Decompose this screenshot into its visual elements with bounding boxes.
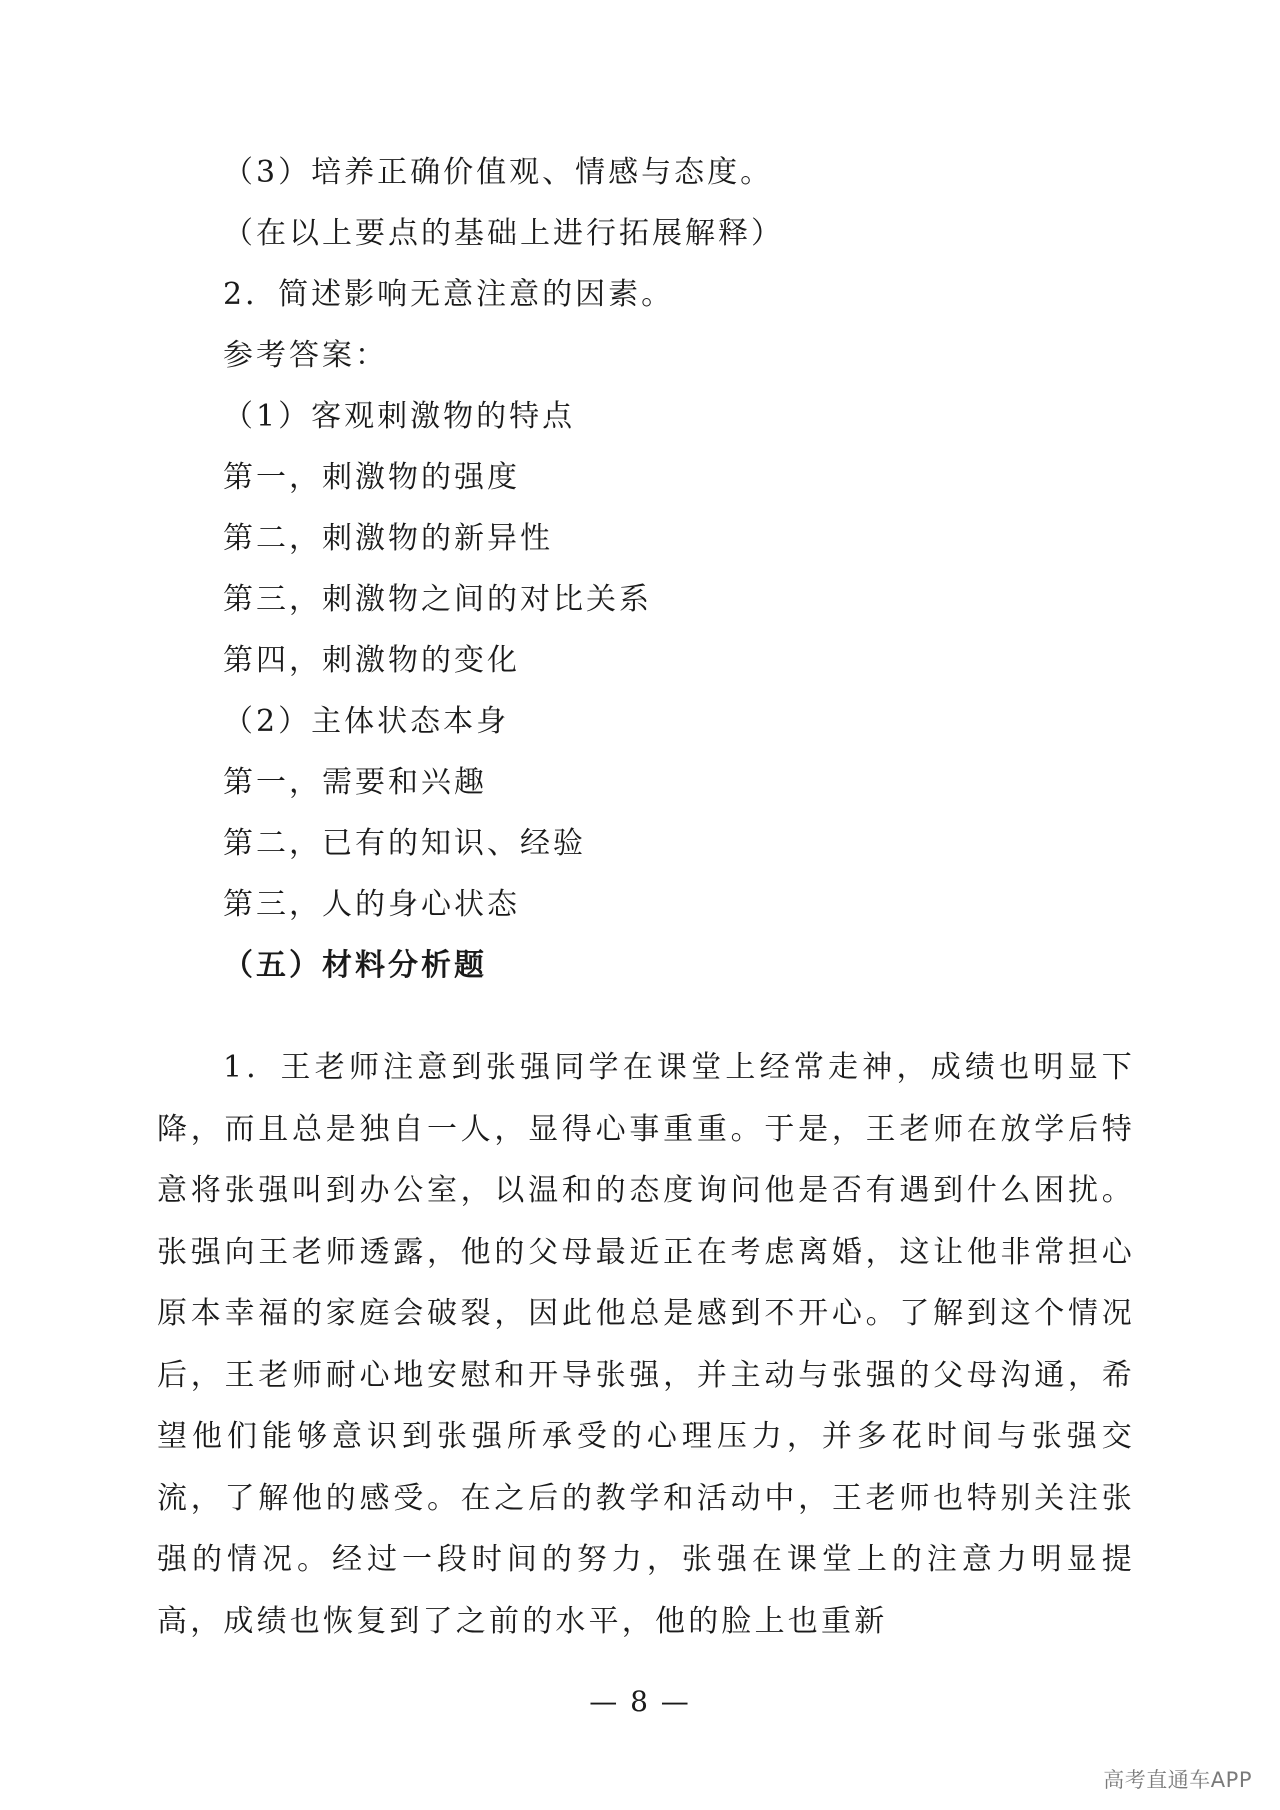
- factor-1-item-1: 第一，刺激物的强度: [223, 460, 520, 495]
- factor-heading-2: （2）主体状态本身: [223, 704, 510, 739]
- factor-heading-1: （1）客观刺激物的特点: [223, 399, 576, 434]
- question-2: 2．简述影响无意注意的因素。: [223, 277, 675, 312]
- expansion-note: （在以上要点的基础上进行拓展解释）: [223, 216, 784, 251]
- factor-1-item-4: 第四，刺激物的变化: [223, 643, 520, 678]
- watermark: 高考直通车APP: [1103, 1768, 1252, 1792]
- reference-answer-label: 参考答案：: [223, 338, 388, 373]
- factor-2-item-1: 第一，需要和兴趣: [223, 765, 487, 800]
- page-number: — 8 —: [589, 1685, 691, 1718]
- case-paragraph: 1．王老师注意到张强同学在课堂上经常走神，成绩也明显下降，而且总是独自一人，显得心事重重。于是，王老师在放学后特意将张强叫到办公室，以温和的态度询问他是否有遇到什么困扰。张强向王老师透露，他的父母最近正在考虑离婚，这让他非常担心原本幸福的家庭会破裂，因此他总是感到不开心。了解到这个情况后，王老师耐心地安慰和开导张强，并主动与张强的父母沟通，希望他们能够意识到张强所承受的心理压力，并多花时间与张强交流，了解他的感受。在之后的教学和活动中，王老师也特别关注张强的情况。经过一段时间的努力，张强在课堂上的注意力明显提高，成绩也恢复到了之前的水平，他的脸上也重新: [157, 1050, 1135, 1639]
- section-heading: （五）材料分析题: [223, 948, 487, 983]
- answer-point-3: （3）培养正确价值观、情感与态度。: [223, 155, 774, 190]
- factor-1-item-2: 第二，刺激物的新异性: [223, 521, 553, 556]
- factor-2-item-3: 第三，人的身心状态: [223, 887, 520, 922]
- factor-2-item-2: 第二，已有的知识、经验: [223, 826, 586, 861]
- factor-1-item-3: 第三，刺激物之间的对比关系: [223, 582, 652, 617]
